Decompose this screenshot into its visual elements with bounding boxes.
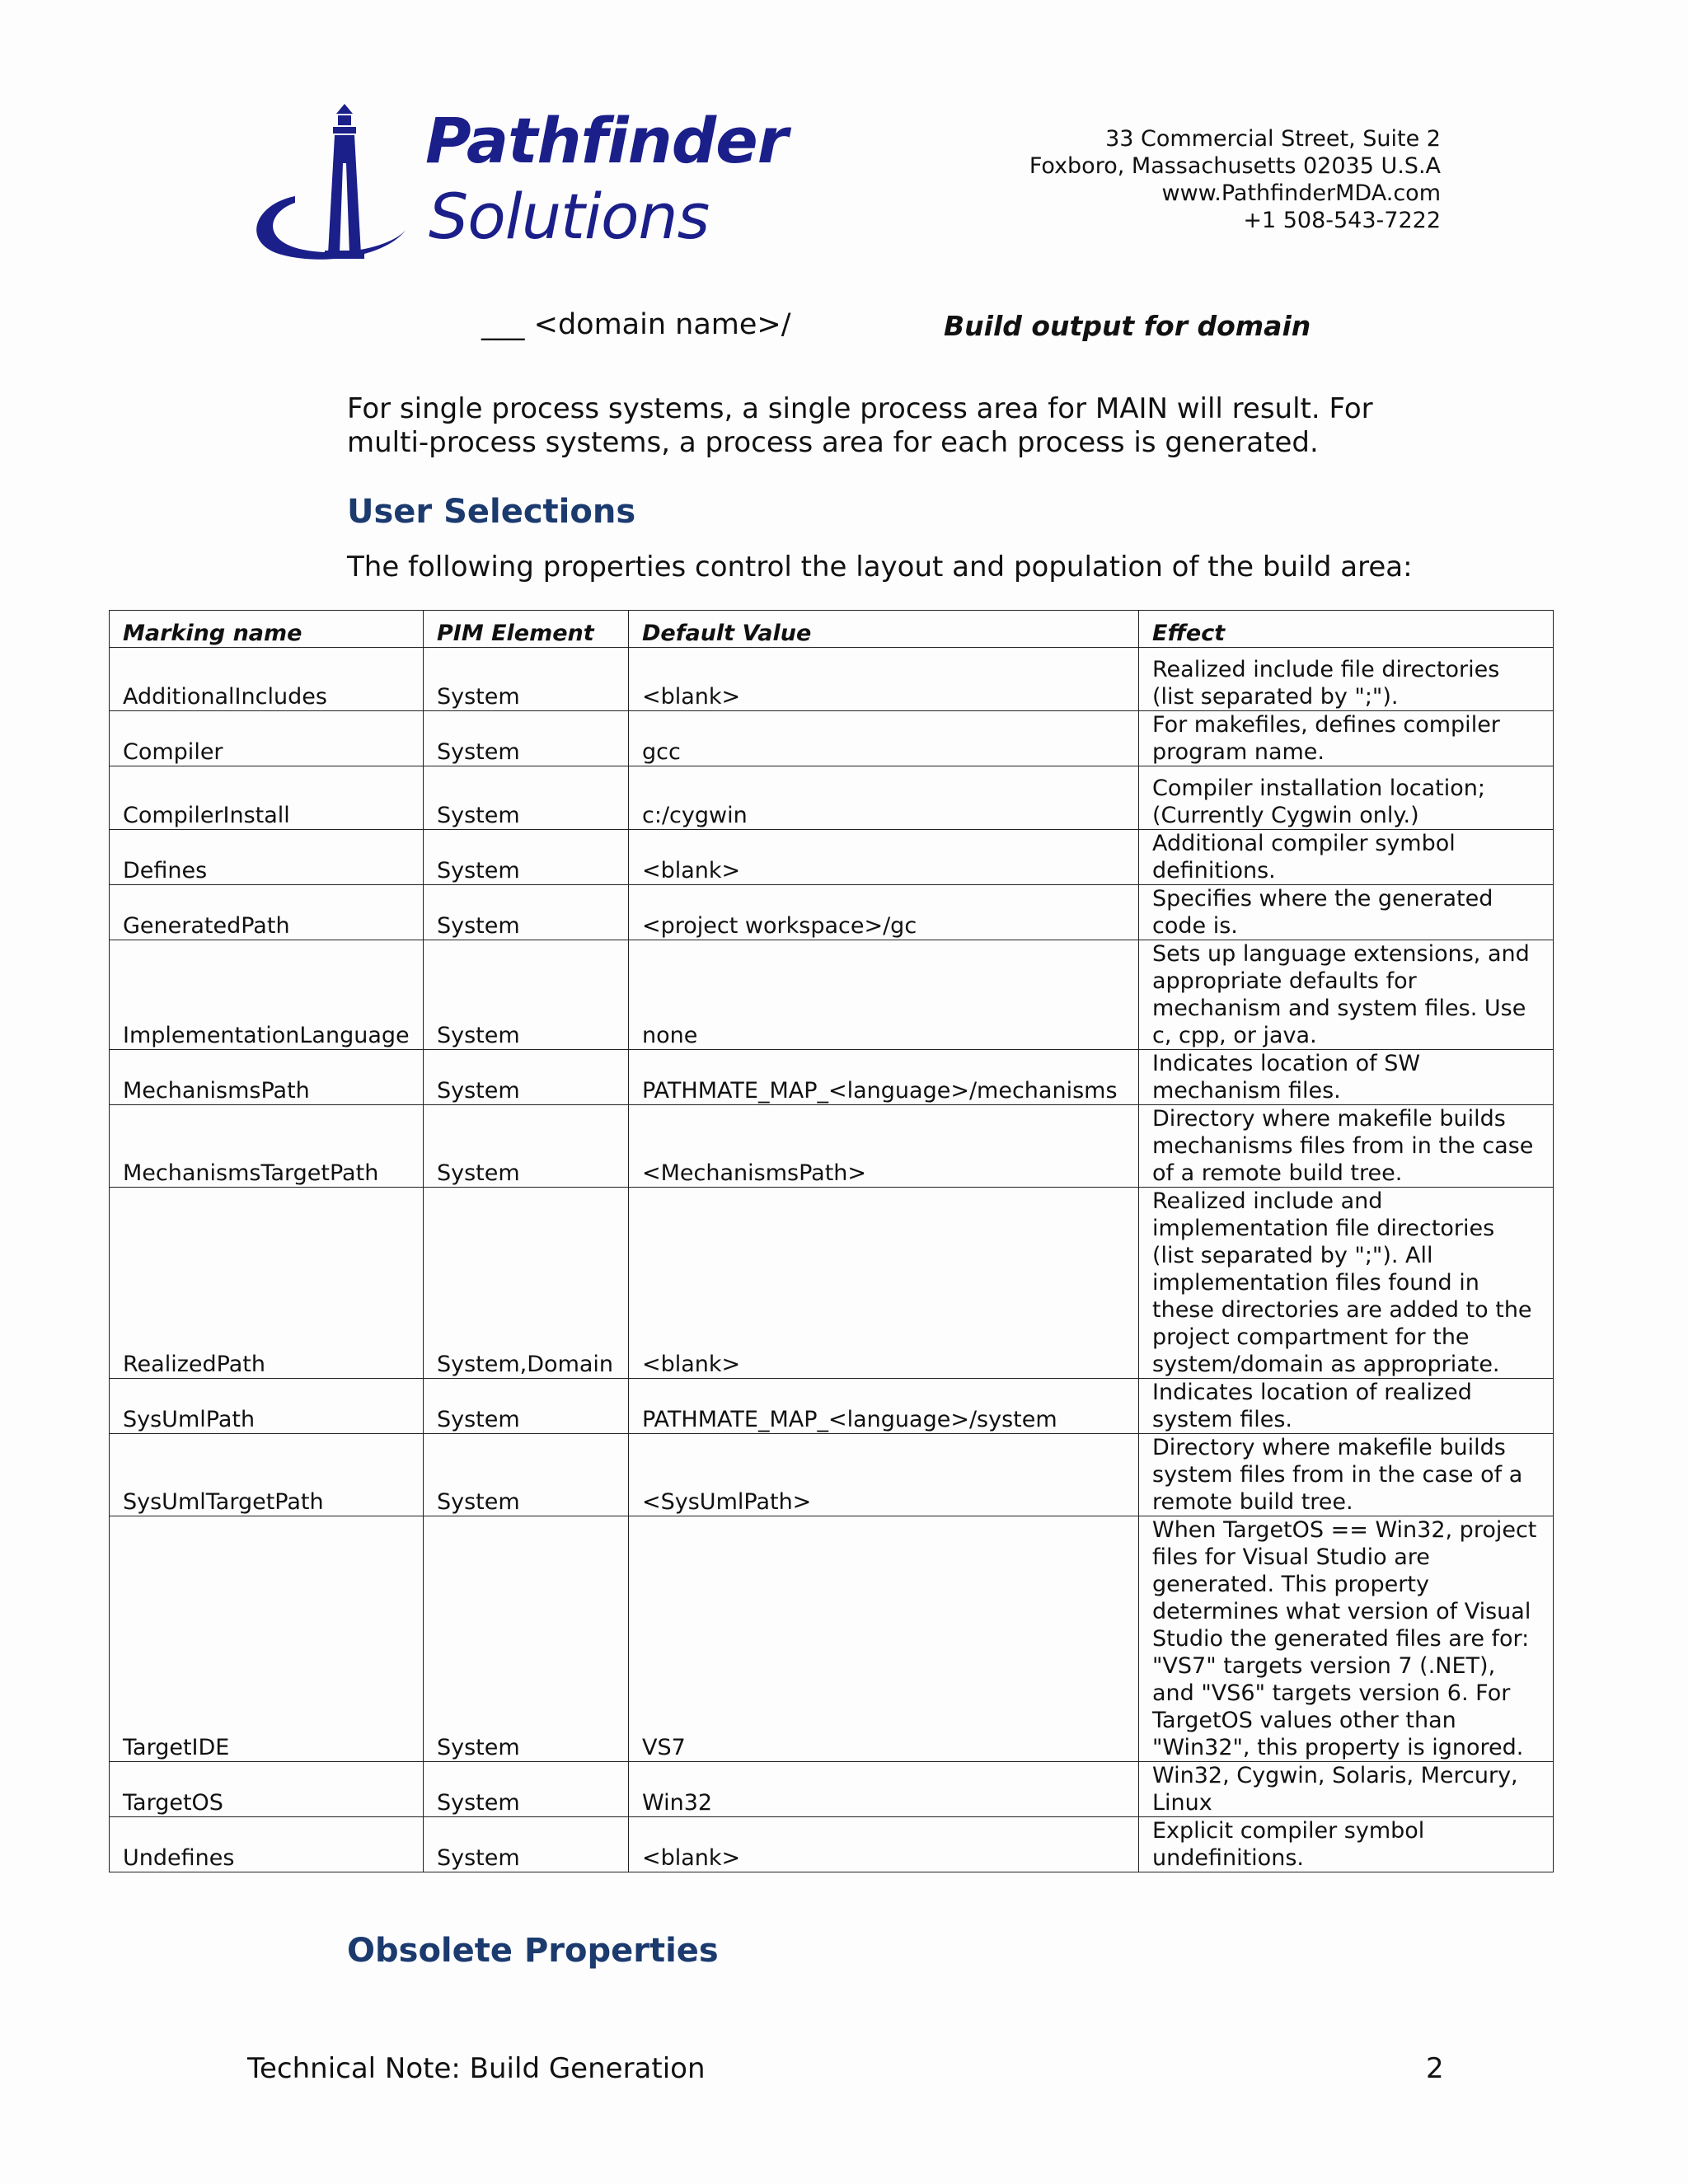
column-header-pim-element: PIM Element [424, 611, 629, 648]
pim-element-cell: System [424, 1105, 629, 1188]
table-row [110, 940, 1554, 1050]
domain-path: ___ <domain name>/ [481, 308, 791, 341]
default-value-cell: <MechanismsPath> [629, 1105, 1139, 1188]
logo-wordmark-line1: Pathfinder [425, 104, 788, 177]
pim-element-cell: System [424, 711, 629, 766]
company-address [1029, 125, 1441, 234]
marking-name-cell: MechanismsTargetPath [110, 1105, 424, 1188]
effect-cell: Win32, Cygwin, Solaris, Mercury, Linux [1139, 1762, 1554, 1817]
marking-name-cell: Compiler [110, 711, 424, 766]
pim-element-cell: System,Domain [424, 1188, 629, 1379]
effect-cell: Specifies where the generated code is. [1139, 885, 1554, 940]
pim-element-cell: System [424, 940, 629, 1050]
address-website: www.PathfinderMDA.com [1161, 180, 1441, 206]
column-header-marking-name: Marking name [110, 611, 424, 648]
logo-wordmark-line2: Solutions [429, 180, 710, 253]
marking-name-cell: SysUmlPath [110, 1379, 424, 1434]
lighthouse-icon [246, 97, 419, 270]
pim-element-cell: System [424, 1050, 629, 1105]
default-value-cell: PATHMATE_MAP_<language>/system [629, 1379, 1139, 1434]
effect-cell: Realized include and implementation file directories (list separated by ";"). All implementation files found in these directories are added to the project compartment for the system/domain as appropriate. [1139, 1188, 1554, 1379]
marking-name-cell: RealizedPath [110, 1188, 424, 1379]
effect-cell: Realized include file directories (list separated by ";"). [1139, 648, 1554, 711]
default-value-cell: <blank> [629, 830, 1139, 885]
intro-line: multi-process systems, a process area for each process is generated. [347, 426, 1319, 459]
section-lead: The following properties control the layout and population of the build area: [347, 551, 1413, 583]
table-header-row [110, 611, 1554, 648]
pim-element-cell: System [424, 1516, 629, 1762]
pim-element-cell: System [424, 1379, 629, 1434]
table-row [110, 1434, 1554, 1516]
default-value-cell: VS7 [629, 1516, 1139, 1762]
marking-name-cell: MechanismsPath [110, 1050, 424, 1105]
table-row [110, 1516, 1554, 1762]
default-value-cell: <blank> [629, 1188, 1139, 1379]
intro-paragraph [347, 392, 1468, 460]
intro-line: For single process systems, a single process area for MAIN will result. For [347, 392, 1373, 425]
properties-table [109, 610, 1554, 1872]
effect-cell: Compiler installation location; (Currently Cygwin only.) [1139, 766, 1554, 830]
effect-cell: When TargetOS == Win32, project files for Visual Studio are generated. This property determines what version of Visual Studio the generated files are for: "VS7" targets version 7 (.NET), and "VS6" targets version 6. For TargetOS values other than "Win32", this property is ignored. [1139, 1516, 1554, 1762]
table-row [110, 711, 1554, 766]
marking-name-cell: TargetIDE [110, 1516, 424, 1762]
section-heading-user-selections: User Selections [347, 493, 636, 531]
footer-title: Technical Note: Build Generation [247, 2052, 706, 2085]
address-line: Foxboro, Massachusetts 02035 U.S.A [1029, 153, 1441, 179]
table-row [110, 1379, 1554, 1434]
effect-cell: Directory where makefile builds system files from in the case of a remote build tree. [1139, 1434, 1554, 1516]
pim-element-cell: System [424, 830, 629, 885]
pim-element-cell: System [424, 648, 629, 711]
table-row [110, 885, 1554, 940]
table-row [110, 830, 1554, 885]
default-value-cell: none [629, 940, 1139, 1050]
marking-name-cell: Undefines [110, 1817, 424, 1872]
effect-cell: For makefiles, defines compiler program name. [1139, 711, 1554, 766]
page-number: 2 [1426, 2052, 1444, 2085]
pim-element-cell: System [424, 1817, 629, 1872]
marking-name-cell: AdditionalIncludes [110, 648, 424, 711]
marking-name-cell: TargetOS [110, 1762, 424, 1817]
marking-name-cell: SysUmlTargetPath [110, 1434, 424, 1516]
pim-element-cell: System [424, 885, 629, 940]
table-row [110, 648, 1554, 711]
default-value-cell: <project workspace>/gc [629, 885, 1139, 940]
marking-name-cell: Defines [110, 830, 424, 885]
effect-cell: Indicates location of realized system files. [1139, 1379, 1554, 1434]
default-value-cell: <blank> [629, 1817, 1139, 1872]
domain-path-description: Build output for domain [944, 310, 1311, 342]
pathfinder-logo [246, 97, 823, 270]
default-value-cell: <SysUmlPath> [629, 1434, 1139, 1516]
default-value-cell: PATHMATE_MAP_<language>/mechanisms [629, 1050, 1139, 1105]
marking-name-cell: GeneratedPath [110, 885, 424, 940]
table-row [110, 1762, 1554, 1817]
column-header-effect: Effect [1139, 611, 1554, 648]
table-row [110, 1817, 1554, 1872]
default-value-cell: Win32 [629, 1762, 1139, 1817]
column-header-default-value: Default Value [629, 611, 1139, 648]
effect-cell: Additional compiler symbol definitions. [1139, 830, 1554, 885]
effect-cell: Explicit compiler symbol undefinitions. [1139, 1817, 1554, 1872]
table-row [110, 1105, 1554, 1188]
table-row [110, 1050, 1554, 1105]
default-value-cell: gcc [629, 711, 1139, 766]
default-value-cell: <blank> [629, 648, 1139, 711]
default-value-cell: c:/cygwin [629, 766, 1139, 830]
section-heading-obsolete-properties: Obsolete Properties [347, 1932, 719, 1970]
effect-cell: Sets up language extensions, and appropriate defaults for mechanism and system files. Use c, cpp, or java. [1139, 940, 1554, 1050]
address-line: 33 Commercial Street, Suite 2 [1105, 126, 1441, 152]
table-row [110, 1188, 1554, 1379]
table-row [110, 766, 1554, 830]
address-phone: +1 508-543-7222 [1243, 208, 1441, 233]
effect-cell: Directory where makefile builds mechanisms files from in the case of a remote build tree. [1139, 1105, 1554, 1188]
pim-element-cell: System [424, 1762, 629, 1817]
pim-element-cell: System [424, 766, 629, 830]
marking-name-cell: CompilerInstall [110, 766, 424, 830]
effect-cell: Indicates location of SW mechanism files. [1139, 1050, 1554, 1105]
pim-element-cell: System [424, 1434, 629, 1516]
marking-name-cell: ImplementationLanguage [110, 940, 424, 1050]
